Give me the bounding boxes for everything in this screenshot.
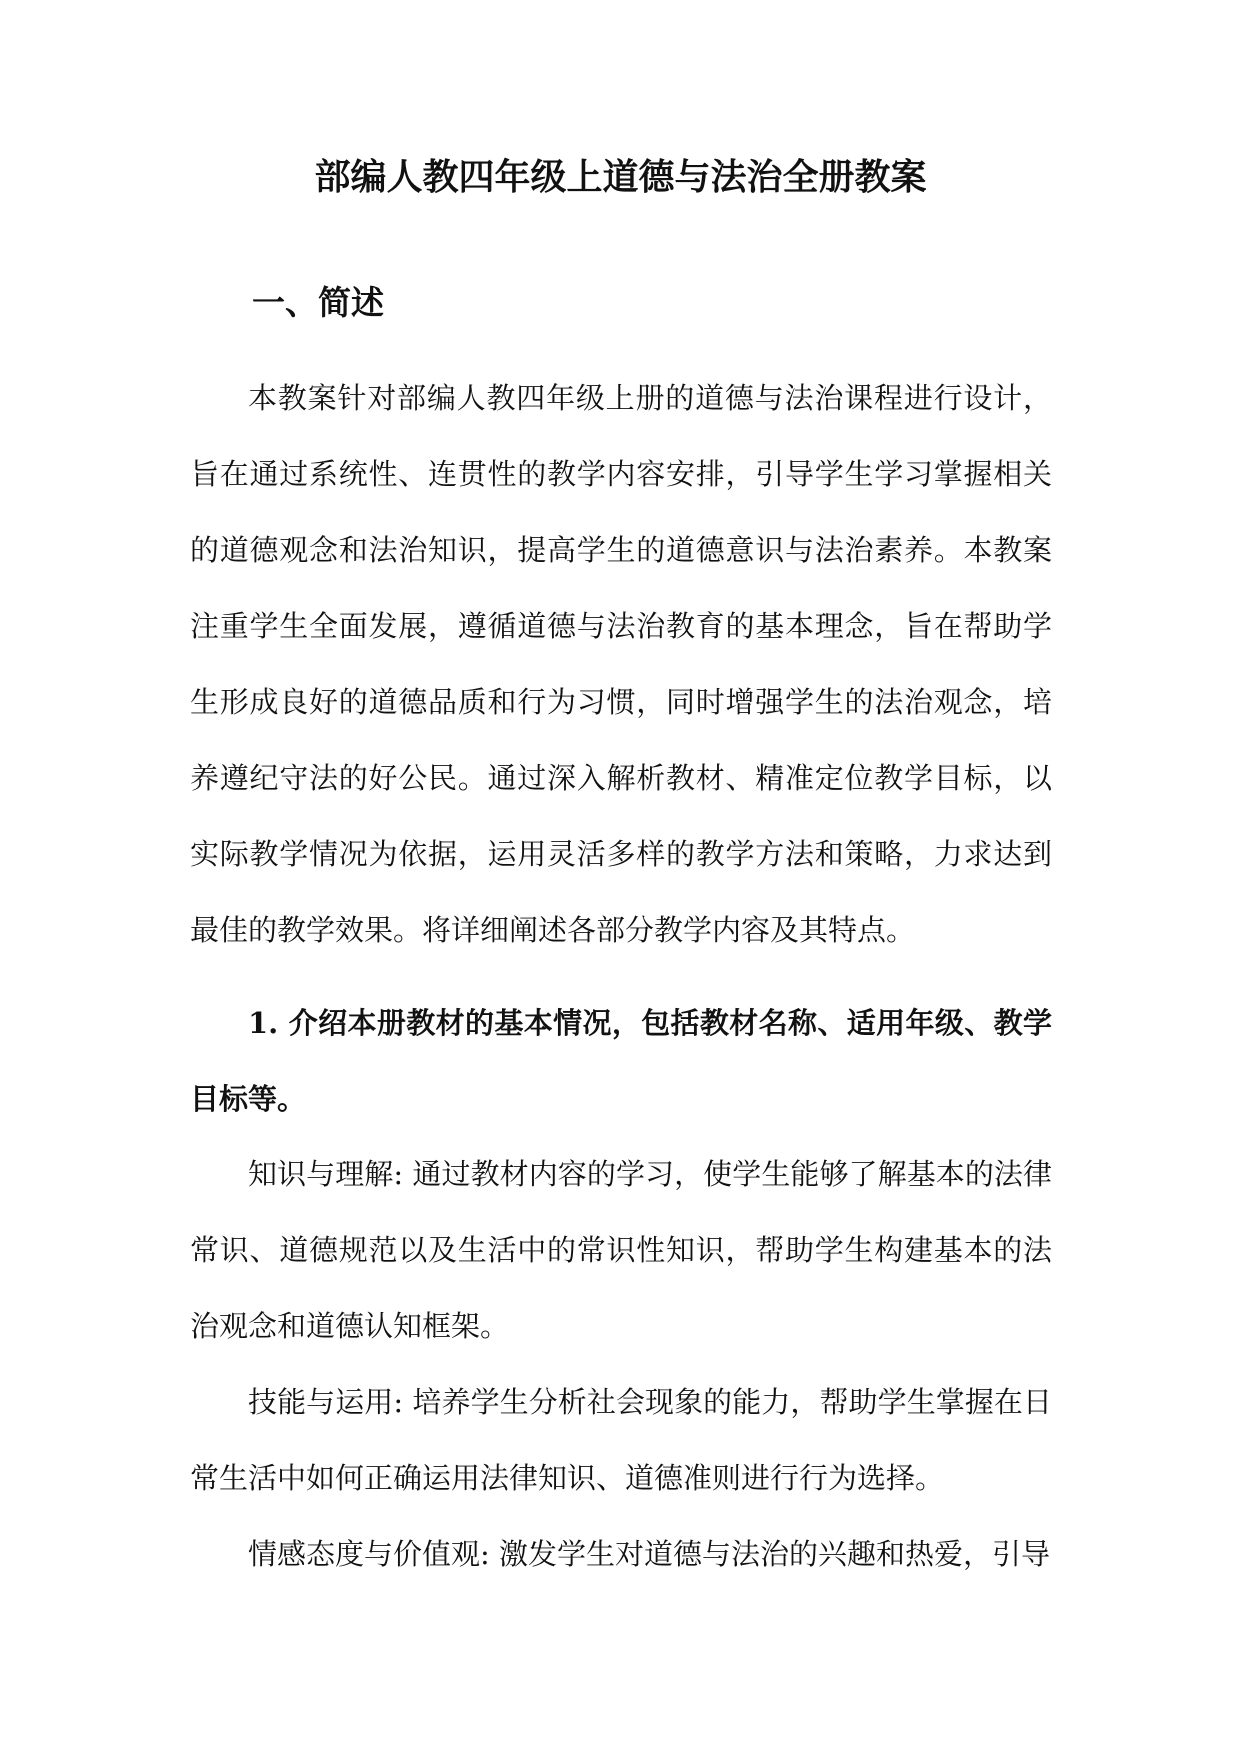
document-title: 部编人教四年级上道德与法治全册教案 <box>314 156 927 198</box>
knowledge-paragraph: 知识与理解: 通过教材内容的学习，使学生能够了解基本的法律常识、道德规范以及生活中的常识性知识，帮助学生构建基本的法治观念和道德认知框架。 <box>190 1157 1052 1343</box>
skill-paragraph: 技能与运用: 培养学生分析社会现象的能力，帮助学生掌握在日常生活中如何正确运用法律知识、道德准则进行行为选择。 <box>190 1385 1052 1495</box>
section-heading-overview: 一、简述 <box>252 283 384 322</box>
subheading-textbook-overview: 1. 介绍本册教材的基本情况，包括教材名称、适用年级、教学目标等。 <box>190 1006 1052 1116</box>
intro-paragraph: 本教案针对部编人教四年级上册的道德与法治课程进行设计，旨在通过系统性、连贯性的教学内容安排，引导学生学习掌握相关的道德观念和法治知识，提高学生的道德意识与法治素养。本教案注重学生全面发展，遵循道德与法治教育的基本理念，旨在帮助学生形成良好的道德品质和行为习惯，同时增强学生的法治观念，培养遵纪守法的好公民。通过深入解析教材、精准定位教学目标，以实际教学情况为依据，运用灵活多样的教学方法和策略，力求达到最佳的教学效果。将详细阐述各部分教学内容及其特点。 <box>190 381 1052 947</box>
emotion-paragraph: 情感态度与价值观: 激发学生对道德与法治的兴趣和热爱，引导 <box>248 1537 1050 1571</box>
